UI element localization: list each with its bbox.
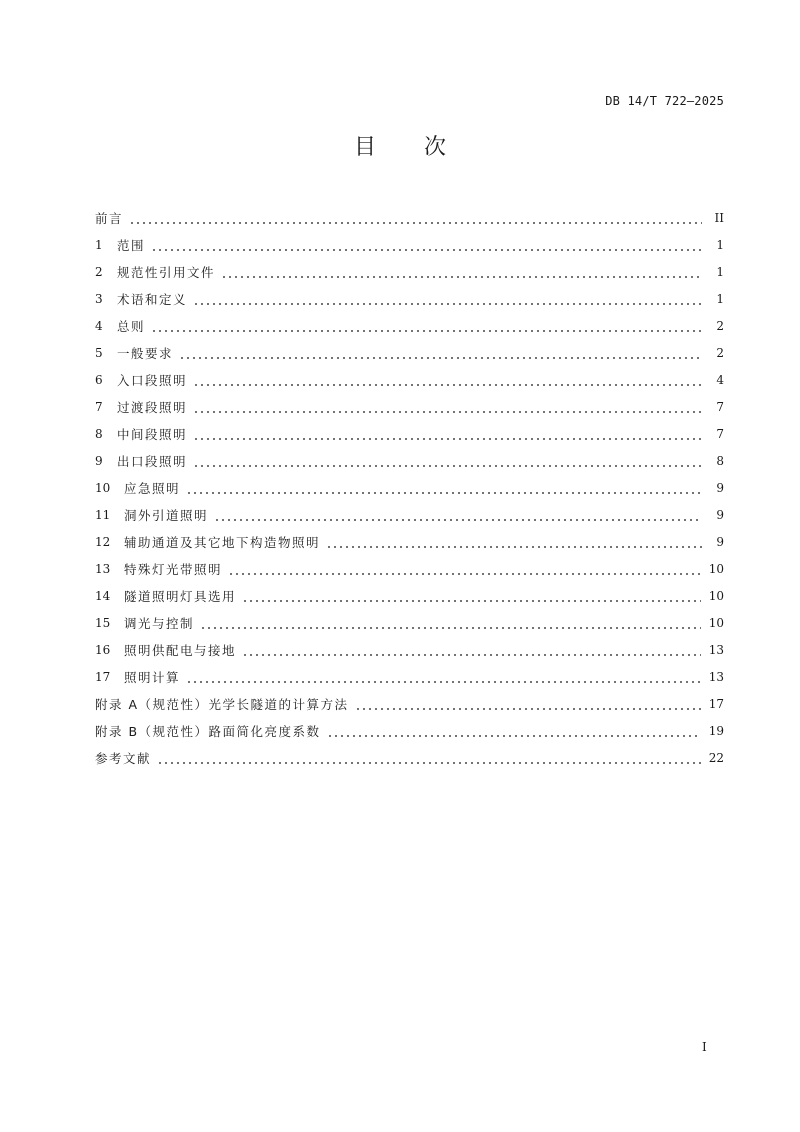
toc-entry-1[interactable] [95,232,724,259]
dot-leader [186,492,702,494]
toc-entry-page: 1 [716,292,724,306]
toc-entry-page: II [714,211,724,225]
toc-entry-label: 总则 [117,319,146,334]
toc-entry-number: 8 [95,427,103,441]
toc-entry-references[interactable] [95,745,724,772]
toc-entry-label: 出口段照明 [117,454,188,469]
toc-entry-12[interactable] [95,529,724,556]
toc-entry-label: 附录 A（规范性）光学长隧道的计算方法 [95,697,349,712]
toc-entry-number: 10 [95,481,111,495]
toc-entry-page: 17 [708,697,724,711]
dot-leader [129,222,702,224]
toc-entry-7[interactable] [95,394,724,421]
toc-entry-6[interactable] [95,367,724,394]
toc-entry-page: 10 [708,589,724,603]
toc-entry-label: 隧道照明灯具选用 [124,589,237,604]
document-code: DB 14/T 722—2025 [605,94,724,108]
toc-entry-label: 规范性引用文件 [117,265,216,280]
toc-entry-page: 8 [716,454,724,468]
table-of-contents [95,205,724,772]
toc-entry-label: 过渡段照明 [117,400,188,415]
toc-entry-14[interactable] [95,583,724,610]
page-number: I [702,1040,707,1054]
toc-entry-label: 辅助通道及其它地下构造物照明 [124,535,321,550]
toc-entry-label: 范围 [117,238,146,253]
dot-leader [355,708,701,710]
toc-entry-number: 4 [95,319,103,333]
toc-entry-page: 13 [708,643,724,657]
toc-entry-page: 1 [716,238,724,252]
toc-entry-page: 10 [708,562,724,576]
toc-entry-page: 9 [716,481,724,495]
toc-entry-page: 22 [708,751,724,765]
toc-entry-number: 3 [95,292,103,306]
toc-entry-page: 2 [716,346,724,360]
toc-entry-number: 9 [95,454,103,468]
toc-entry-label: 应急照明 [124,481,181,496]
toc-entry-page: 13 [708,670,724,684]
toc-entry-number: 7 [95,400,103,414]
toc-entry-number: 6 [95,373,103,387]
toc-entry-number: 16 [95,643,111,657]
toc-entry-label: 一般要求 [117,346,174,361]
toc-entry-17[interactable] [95,664,724,691]
toc-entry-page: 9 [716,508,724,522]
toc-entry-number: 11 [95,508,111,522]
title-char-2: 次 [424,135,447,160]
toc-entry-label: 洞外引道照明 [124,508,209,523]
toc-entry-4[interactable] [95,313,724,340]
toc-entry-8[interactable] [95,421,724,448]
toc-entry-number: 15 [95,616,111,630]
toc-entry-page: 9 [716,535,724,549]
dot-leader [242,600,701,602]
toc-entry-16[interactable] [95,637,724,664]
dot-leader [193,384,702,386]
toc-entry-number: 1 [95,238,103,252]
toc-entry-number: 12 [95,535,111,549]
dot-leader [179,357,702,359]
toc-entry-label: 中间段照明 [117,427,188,442]
dot-leader [200,627,701,629]
toc-entry-page: 10 [708,616,724,630]
toc-entry-page: 7 [716,427,724,441]
toc-entry-label: 照明供配电与接地 [124,643,237,658]
toc-entry-label: 附录 B（规范性）路面简化亮度系数 [95,724,321,739]
toc-entry-page: 1 [716,265,724,279]
toc-entry-number: 17 [95,670,111,684]
toc-entry-label: 特殊灯光带照明 [124,562,223,577]
toc-entry-label: 前言 [95,211,124,226]
dot-leader [151,249,702,251]
toc-entry-number: 13 [95,562,111,576]
dot-leader [193,438,702,440]
toc-entry-2[interactable] [95,259,724,286]
toc-entry-label: 参考文献 [95,751,152,766]
dot-leader [193,411,702,413]
toc-entry-appendix-a[interactable] [95,691,724,718]
dot-leader [242,654,701,656]
toc-entry-page: 2 [716,319,724,333]
toc-entry-5[interactable] [95,340,724,367]
dot-leader [326,546,702,548]
dot-leader [214,519,702,521]
toc-entry-label: 入口段照明 [117,373,188,388]
dot-leader [327,735,701,737]
toc-entry-9[interactable] [95,448,724,475]
toc-entry-number: 14 [95,589,111,603]
dot-leader [221,276,702,278]
toc-entry-label: 调光与控制 [124,616,195,631]
title-char-1: 目 [353,135,376,160]
dot-leader [193,303,702,305]
dot-leader [228,573,701,575]
toc-entry-page: 19 [708,724,724,738]
toc-entry-13[interactable] [95,556,724,583]
dot-leader [193,465,702,467]
toc-entry-3[interactable] [95,286,724,313]
toc-entry-11[interactable] [95,502,724,529]
dot-leader [151,330,702,332]
toc-entry-15[interactable] [95,610,724,637]
toc-entry-number: 5 [95,346,103,360]
toc-entry-label: 术语和定义 [117,292,188,307]
dot-leader [157,762,701,764]
dot-leader [186,681,701,683]
page-title [0,130,800,161]
toc-entry-page: 7 [716,400,724,414]
toc-entry-appendix-b[interactable] [95,718,724,745]
toc-entry-foreword[interactable] [95,205,724,232]
toc-entry-number: 2 [95,265,103,279]
toc-entry-page: 4 [716,373,724,387]
toc-entry-10[interactable] [95,475,724,502]
toc-entry-label: 照明计算 [124,670,181,685]
